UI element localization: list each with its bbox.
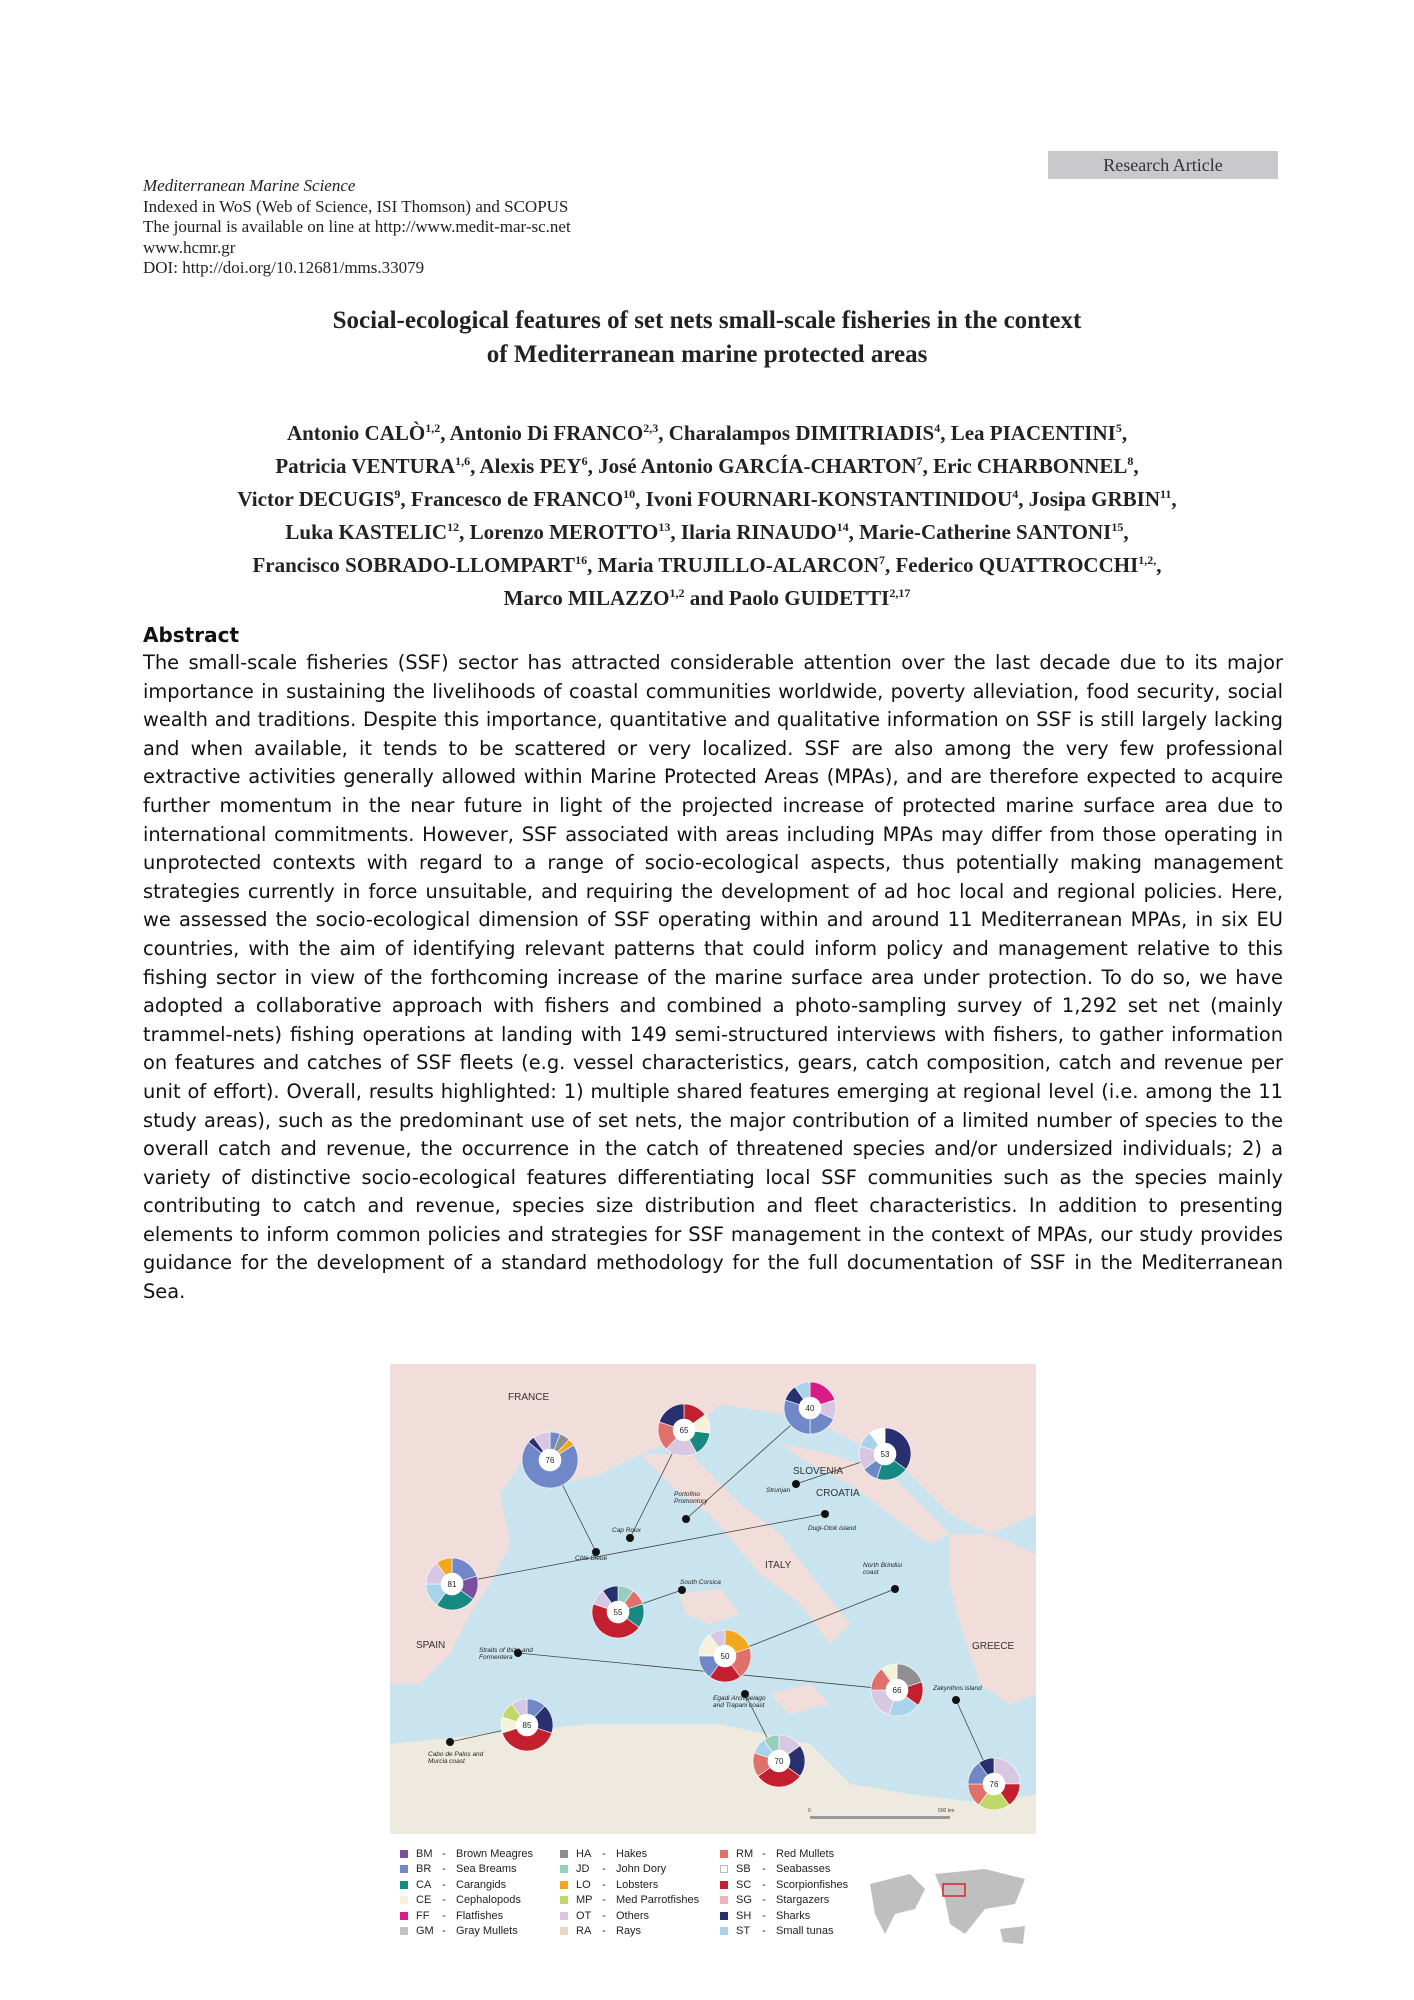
legend-dash: -: [442, 1863, 446, 1876]
site-label: coast: [863, 1569, 879, 1576]
legend-label: Sea Breams: [456, 1863, 517, 1876]
author-affiliation: 16: [575, 553, 588, 567]
site-label: Cap Roux: [612, 1527, 641, 1534]
inset-world-map: [865, 1854, 1035, 1964]
legend-swatch: [560, 1912, 568, 1920]
legend-item: [400, 1908, 533, 1924]
legend-swatch: [720, 1850, 728, 1858]
author-name: Josipa GRBIN: [1028, 487, 1160, 511]
legend-item: [400, 1893, 533, 1909]
legend-item: [720, 1862, 848, 1878]
legend-item: [560, 1877, 699, 1893]
site-label: Zakynthos island: [933, 1685, 982, 1692]
legend-code: OT: [576, 1909, 592, 1922]
legend-swatch: [400, 1896, 408, 1904]
donut-sample-count: 50: [720, 1652, 730, 1661]
legend-code: SG: [736, 1894, 752, 1907]
legend-item: [720, 1924, 848, 1940]
author-name: Patricia VENTURA: [275, 454, 456, 478]
legend-item: [400, 1846, 533, 1862]
country-label: GREECE: [972, 1641, 1015, 1652]
author-name: Antonio Di FRANCO: [449, 421, 644, 445]
donut-sample-count: 70: [774, 1757, 784, 1766]
author-affiliation: 1,2: [425, 421, 441, 435]
author-separator: ,: [1156, 553, 1162, 577]
legend-code: RM: [736, 1847, 754, 1860]
journal-info: [143, 176, 843, 279]
legend-dash: -: [602, 1863, 606, 1876]
legend-code: CA: [416, 1878, 432, 1891]
country-label: SPAIN: [416, 1640, 446, 1651]
legend-swatch: [560, 1850, 568, 1858]
author-name: José Antonio GARCÍA-CHARTON: [598, 454, 917, 478]
legend-dash: -: [762, 1909, 766, 1922]
legend-code: ST: [736, 1925, 751, 1938]
abstract-heading: Abstract: [143, 623, 240, 647]
author-name: Lorenzo MEROTTO: [469, 520, 659, 544]
legend-label: Cephalopods: [456, 1894, 521, 1907]
author-separator: ,: [470, 454, 480, 478]
legend-label: Lobsters: [616, 1878, 659, 1891]
title-line-1: Social-ecological features of set nets small-scale fisheries in the context: [332, 307, 1082, 334]
legend-label: Seabasses: [776, 1863, 831, 1876]
legend-dash: -: [442, 1878, 446, 1891]
legend-label: Scorpionfishes: [776, 1878, 849, 1891]
legend-label: Brown Meagres: [456, 1847, 534, 1860]
legend-column: [560, 1846, 699, 1939]
legend-dash: -: [762, 1847, 766, 1860]
scale-bar-label: 0: [808, 1808, 811, 1814]
legend-dash: -: [602, 1894, 606, 1907]
author-name: Lea PIACENTINI: [950, 421, 1116, 445]
author-separator: ,: [922, 454, 934, 478]
author-name: Luka KASTELIC: [285, 520, 448, 544]
author-affiliation: 1,6: [455, 454, 471, 468]
legend-item: [720, 1877, 848, 1893]
paper-title: [200, 304, 1214, 372]
donut-sample-count: 76: [545, 1456, 555, 1465]
legend-label: Red Mullets: [776, 1847, 835, 1860]
legend-swatch: [560, 1865, 568, 1873]
site-marker: [821, 1510, 829, 1518]
author-separator: ,: [400, 487, 411, 511]
donut-sample-count: 40: [805, 1404, 815, 1413]
scale-bar-label: 500 km: [938, 1808, 955, 1814]
author-affiliation: 2,17: [889, 586, 911, 600]
country-label: FRANCE: [508, 1392, 550, 1403]
author-name: Victor DECUGIS: [237, 487, 395, 511]
legend-swatch: [560, 1881, 568, 1889]
legend-label: Others: [616, 1909, 650, 1922]
legend-item: [720, 1846, 848, 1862]
site-label: Murcia coast: [428, 1758, 465, 1765]
legend-dash: -: [442, 1847, 446, 1860]
donut-sample-count: 85: [522, 1721, 532, 1730]
legend-label: Hakes: [616, 1847, 648, 1860]
author-separator: ,: [848, 520, 860, 544]
author-affiliation: 12: [447, 520, 460, 534]
legend-label: Flatfishes: [456, 1909, 504, 1922]
legend-item: [560, 1862, 699, 1878]
legend-code: CE: [416, 1894, 432, 1907]
author-separator: ,: [587, 553, 598, 577]
legend-swatch: [720, 1896, 728, 1904]
author-affiliation: 6: [581, 454, 588, 468]
legend-label: Stargazers: [776, 1894, 830, 1907]
site-label: and Trapani coast: [713, 1702, 765, 1709]
author-separator: ,: [1121, 421, 1128, 445]
author-line: [150, 414, 1264, 447]
site-label: North Brindisi: [863, 1562, 903, 1569]
legend-code: JD: [576, 1863, 590, 1876]
legend-item: [560, 1908, 699, 1924]
legend-dash: -: [602, 1925, 606, 1938]
site-marker: [446, 1738, 454, 1746]
legend-code: LO: [576, 1878, 591, 1891]
author-separator: ,: [670, 520, 681, 544]
author-name: Antonio CALÒ: [286, 421, 426, 445]
donut-sample-count: 53: [880, 1450, 890, 1459]
site-label: Dugi-Otok island: [808, 1525, 857, 1532]
legend-dash: -: [762, 1878, 766, 1891]
site-marker: [891, 1585, 899, 1593]
author-affiliation: 5: [1115, 421, 1122, 435]
legend-code: RA: [576, 1925, 592, 1938]
author-affiliation: 7: [878, 553, 885, 567]
donut-sample-count: 81: [447, 1580, 457, 1589]
legend-dash: -: [442, 1909, 446, 1922]
author-name: Maria TRUJILLO-ALARCON: [597, 553, 879, 577]
author-affiliation: 7: [916, 454, 923, 468]
author-line: [150, 480, 1264, 513]
site-marker: [678, 1586, 686, 1594]
legend-swatch: [400, 1927, 408, 1935]
author-affiliation: 15: [1111, 520, 1124, 534]
legend-dash: -: [602, 1878, 606, 1891]
site-marker: [952, 1696, 960, 1704]
legend-item: [720, 1908, 848, 1924]
author-name: Ilaria RINAUDO: [680, 520, 837, 544]
legend-code: BM: [416, 1847, 433, 1860]
legend-code: FF: [416, 1909, 430, 1922]
legend-column: [720, 1846, 848, 1939]
legend-dash: -: [762, 1925, 766, 1938]
legend-item: [400, 1924, 533, 1940]
legend-swatch: [400, 1912, 408, 1920]
legend-dash: -: [602, 1847, 606, 1860]
site-label: Formentera: [479, 1654, 513, 1661]
author-affiliation: 1,2,: [1138, 553, 1157, 567]
legend-item: [560, 1893, 699, 1909]
legend-dash: -: [442, 1925, 446, 1938]
legend-item: [400, 1862, 533, 1878]
country-label: CROATIA: [816, 1488, 860, 1499]
author-affiliation: 2,3: [643, 421, 659, 435]
legend-item: [560, 1924, 699, 1940]
legend-swatch: [400, 1881, 408, 1889]
legend-label: John Dory: [616, 1863, 667, 1876]
inset-australia: [1000, 1926, 1025, 1944]
legend-item: [400, 1877, 533, 1893]
site-marker: [682, 1515, 690, 1523]
journal-index-line: Indexed in WoS (Web of Science, ISI Thomson) and SCOPUS: [143, 196, 569, 216]
author-separator: and: [684, 586, 729, 610]
legend-column: [400, 1846, 533, 1939]
country-label: ITALY: [765, 1560, 792, 1571]
author-separator: ,: [884, 553, 896, 577]
scale-bar: [810, 1816, 950, 1819]
legend-dash: -: [762, 1863, 766, 1876]
author-separator: ,: [1123, 520, 1129, 544]
legend-label: Gray Mullets: [456, 1925, 518, 1938]
author-separator: ,: [658, 421, 669, 445]
legend-swatch: [560, 1927, 568, 1935]
species-legend: [390, 1834, 1036, 1984]
legend-label: Sharks: [776, 1909, 811, 1922]
author-name: Eric CHARBONNEL: [933, 454, 1128, 478]
author-line: [150, 447, 1264, 480]
author-affiliation: 11: [1159, 487, 1172, 501]
legend-swatch: [720, 1865, 728, 1873]
legend-swatch: [400, 1850, 408, 1858]
abstract-text: The small-scale fisheries (SSF) sector has attracted considerable attention over the last decade due to its major importance in sustaining the livelihoods of coastal communities worldwide, poverty alleviation, food security, social wealth and traditions. Despite this importance, quantitative and qualitative information on SSF is still largely lacking and when available, it tends to be scattered or very localized. SSF are also among the very few professional extractive activities generally allowed within Marine Protected Areas (MPAs), and are therefore expected to acquire further momentum in the near future in light of the projected increase of protected marine surface area due to international commitments. However, SSF associated with areas including MPAs may differ from those operating in unprotected contexts with regard to a range of socio-ecological aspects, thus potentially making management strategies currently in force unsuitable, and requiring the development of ad hoc local and regional policies. Here, we assessed the socio-ecological dimension of SSF operating within and around 11 Mediterranean MPAs, in six EU countries, with the aim of identifying relevant patterns that could inform policy and management relative to this fishing sector in view of the forthcoming increase of the marine surface area under protection. To do so, we have adopted a collaborative approach with fishers and combined a photo-sampling survey of 1,292 set net (mainly trammel-nets) fishing operations at landing with 149 semi-structured interviews with fishers, to gather information on features and catches of SSF fleets (e.g. vessel characteristics, gears, catch composition, catch and revenue per unit of effort). Overall, results highlighted: 1) multiple shared features emerging at regional level (i.e. among the 11 study areas), such as the predominant use of set nets, the major contribution of a limited number of species to the overall catch and revenue, the occurrence in the catch of threatened species and/or undersized individuals; 2) a variety of distinctive socio-ecological features differentiating local SSF communities such as the species mainly contributing to catch and revenue, species size distribution and fleet characteristics. In addition to presenting elements to inform common policies and strategies for SSF management in the context of MPAs, our study provides guidance for the development of a standard methodology for the full documentation of SSF in the Mediterranean Sea.: [143, 651, 1283, 1304]
author-name: Marie-Catherine SANTONI: [859, 520, 1112, 544]
author-name: Charalampos DIMITRIADIS: [668, 421, 935, 445]
author-affiliation: 9: [394, 487, 401, 501]
site-marker: [792, 1480, 800, 1488]
author-separator: ,: [635, 487, 646, 511]
site-label: South Corsica: [680, 1579, 721, 1586]
article-type-badge: Research Article: [1048, 151, 1278, 179]
legend-label: Med Parrotfishes: [616, 1894, 700, 1907]
author-separator: ,: [1018, 487, 1029, 511]
donut-sample-count: 66: [892, 1686, 902, 1695]
legend-label: Small tunas: [776, 1925, 834, 1938]
author-affiliation: 4: [1012, 487, 1019, 501]
author-affiliation: 4: [934, 421, 941, 435]
site-label: Portofino: [674, 1491, 701, 1498]
site-marker: [626, 1534, 634, 1542]
legend-swatch: [720, 1927, 728, 1935]
author-separator: ,: [1171, 487, 1177, 511]
author-name: Marco MILAZZO: [503, 586, 670, 610]
legend-dash: -: [602, 1909, 606, 1922]
legend-code: HA: [576, 1847, 592, 1860]
site-label: Straits of Ibiza and: [479, 1647, 533, 1654]
country-label: SLOVENIA: [793, 1466, 844, 1477]
legend-label: Rays: [616, 1925, 642, 1938]
site-label: Promontory: [674, 1498, 708, 1505]
legend-item: [720, 1893, 848, 1909]
author-affiliation: 13: [658, 520, 671, 534]
author-affiliation: 1,2: [669, 586, 685, 600]
author-line: [150, 513, 1264, 546]
author-name: Ivoni FOURNARI-KONSTANTINIDOU: [645, 487, 1013, 511]
author-name: Federico QUATTROCCHI: [895, 553, 1139, 577]
author-separator: ,: [1133, 454, 1139, 478]
donut-sample-count: 65: [679, 1426, 689, 1435]
journal-url-line: The journal is available on line at http://www.medit-mar-sc.net: [143, 217, 571, 236]
author-name: Francesco de FRANCO: [410, 487, 624, 511]
donut-sample-count: 55: [613, 1608, 623, 1617]
site-label: Egadi Archipelago: [713, 1695, 766, 1702]
author-line: [150, 546, 1264, 579]
legend-code: MP: [576, 1894, 593, 1907]
legend-dash: -: [762, 1894, 766, 1907]
site-label: Cabo de Palos and: [428, 1751, 484, 1758]
legend-swatch: [400, 1865, 408, 1873]
author-name: Paolo GUIDETTI: [728, 586, 890, 610]
author-line: [150, 579, 1264, 612]
legend-label: Carangids: [456, 1878, 507, 1891]
legend-item: [560, 1846, 699, 1862]
legend-code: SC: [736, 1878, 752, 1891]
legend-dash: -: [442, 1894, 446, 1907]
legend-code: SH: [736, 1909, 752, 1922]
title-line-2: of Mediterranean marine protected areas: [486, 341, 928, 368]
author-separator: ,: [587, 454, 599, 478]
legend-swatch: [560, 1896, 568, 1904]
legend-swatch: [720, 1912, 728, 1920]
author-affiliation: 10: [623, 487, 636, 501]
author-affiliation: 8: [1127, 454, 1134, 468]
author-name: Francisco SOBRADO-LLOMPART: [252, 553, 576, 577]
study-area-map-figure: [390, 1364, 1036, 1984]
author-separator: ,: [440, 421, 450, 445]
site-label: Côte Bleue: [575, 1555, 608, 1562]
legend-code: GM: [416, 1925, 434, 1938]
donut-sample-count: 76: [989, 1780, 999, 1789]
author-list: [150, 414, 1264, 612]
journal-name: Mediterranean Marine Science: [143, 176, 356, 195]
author-name: Alexis PEY: [479, 454, 582, 478]
legend-code: BR: [416, 1863, 432, 1876]
legend-code: SB: [736, 1863, 751, 1876]
author-separator: ,: [459, 520, 470, 544]
author-separator: ,: [940, 421, 951, 445]
author-affiliation: 14: [836, 520, 849, 534]
journal-website: www.hcmr.gr: [143, 237, 236, 257]
journal-doi: DOI: http://doi.org/10.12681/mms.33079: [143, 258, 425, 277]
site-label: Strunjan: [766, 1487, 791, 1494]
map-svg: [390, 1364, 1036, 1834]
legend-swatch: [720, 1881, 728, 1889]
